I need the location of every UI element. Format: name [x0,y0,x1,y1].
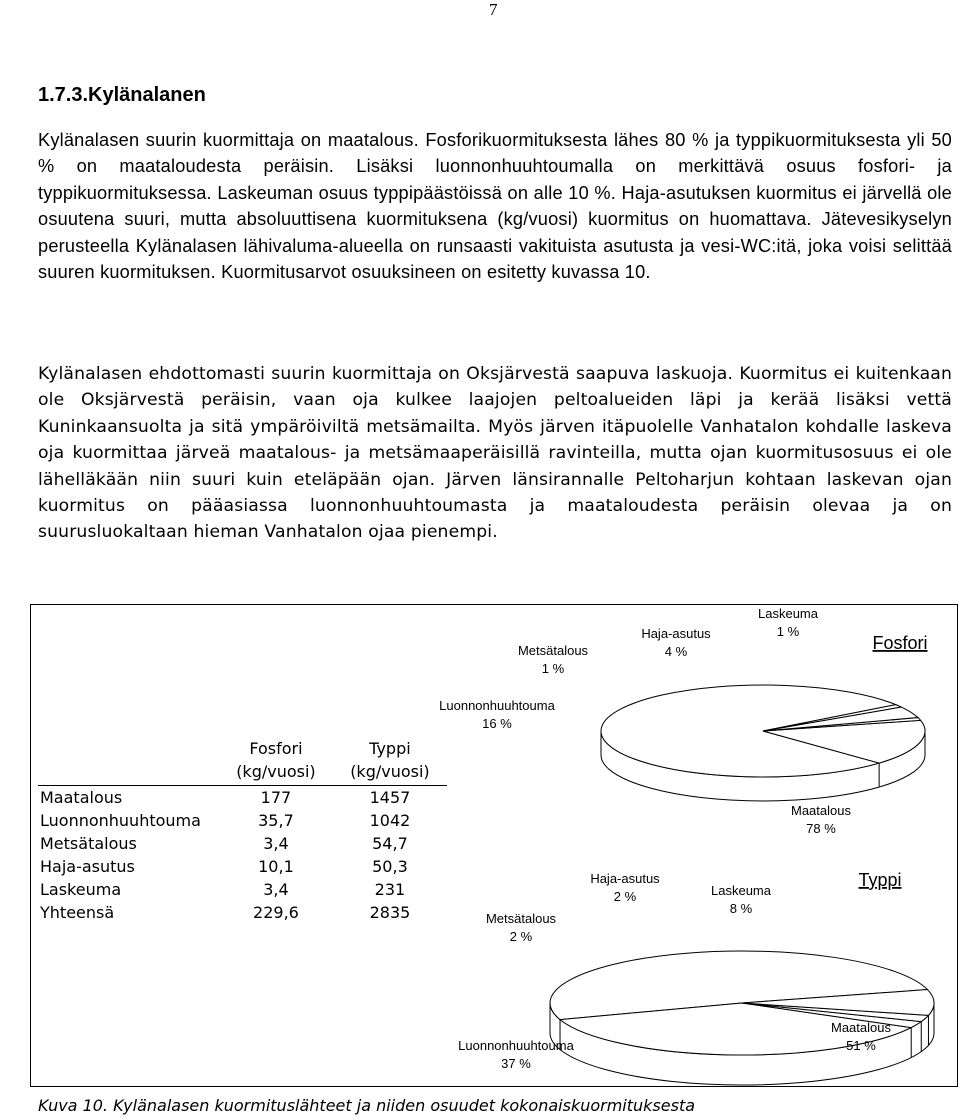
header-phosphorus-unit: (kg/vuosi) [219,762,333,786]
row-nitrogen: 50,3 [372,857,408,876]
row-nitrogen: 1457 [369,788,411,807]
row-name: Maatalous [40,788,123,807]
fosfori-pie-title: Fosfori [872,633,928,653]
pie-charts [31,605,957,1086]
row-name: Yhteensä [40,903,115,922]
nitrogen-pie [458,870,934,1085]
page-number: 7 [489,0,498,19]
row-nitrogen: 1042 [369,811,411,830]
row-nitrogen: 2835 [369,903,411,922]
pie-label-maatalous: Maatalous 78 % [791,803,851,836]
row-phosphorus: 229,6 [253,903,299,922]
paragraph-2: Kylänalasen ehdottomasti suurin kuormittaja on Oksjärvestä saapuva laskuoja. Kuormitus ei kuitenkaan ole Oksjärvestä peräisin, vaan oja kulkee laajojen peltoalueiden läpi ja kerää lisäksi vettä Kuninkaansuolta ja sitä ympäröiviltä metsämailta. Myös järven itäpuolelle Vanhatalon kohdalle laskeva oja kuormittaa järveä maatalous- ja metsämaaperäisillä ravinteilla, mutta ojan kuormitusosuus ei ole lähelläkään niin suuri kuin eteläpään ojan. Järven länsirannalle Peltoharjun kohtaan laskevan ojan kuormitus on pääasiassa luonnonhuuhtoumasta ja maataloudesta peräisin olevaa ja on suurusluokaltaan hieman Vanhatalon ojaa pienempi. [38,364,952,543]
pie-label-metsätalous: Metsätalous 2 % [485,911,557,944]
row-name: Metsätalous [40,834,137,853]
header-nitrogen-unit: (kg/vuosi) [333,762,447,786]
typpi-pie-title: Typpi [858,870,902,890]
section-heading: 1.7.3.Kylänalanen [38,84,206,106]
pie-label-haja-asutus: Haja-asutus 4 % [641,626,711,659]
pie-label-luonnonhuuhtouma: Luonnonhuuhtouma 37 % [458,1038,574,1071]
pie-label-luonnonhuuhtouma: Luonnonhuuhtouma 16 % [439,698,555,731]
pie-label-laskeuma: Laskeuma 1 % [758,606,818,639]
paragraph-1: Kylänalasen suurin kuormittaja on maatalous. Fosforikuormituksesta lähes 80 % ja typpikuormituksesta yli 50 % on maataloudesta peräisin. Lisäksi luonnonhuuhtoumalla on merkittävä osuus fosfori- ja typpikuormituksessa. Laskeuman osuus typpipäästöissä on alle 10 %. Haja-asutuksen kuormitus ei järvellä ole osuutena suuri, mutta absoluuttisena kuormituksena (kg/vuosi) kuormitus on huomattava. Jätevesikyselyn perusteella Kylänalasen lähivaluma-alueella on runsaasti vakituista asutusta ja vesi-WC:itä, joka voisi selittää suuren kuormituksen. Kuormitusarvot osuuksineen on esitetty kuvassa 10. [38,130,952,283]
row-name: Luonnonhuuhtouma [40,811,201,830]
pie-label-laskeuma: Laskeuma 8 % [711,883,771,916]
row-phosphorus: 177 [260,788,292,807]
header-phosphorus: Fosfori [249,739,303,758]
pie-label-haja-asutus: Haja-asutus 2 % [590,871,660,904]
row-phosphorus: 3,4 [263,834,289,853]
row-nitrogen: 231 [374,880,406,899]
figure-box [30,604,958,1087]
row-phosphorus: 35,7 [258,811,294,830]
pie-label-metsätalous: Metsätalous 1 % [517,643,589,676]
phosphorus-pie [439,606,927,836]
row-phosphorus: 10,1 [258,857,294,876]
row-nitrogen: 54,7 [372,834,408,853]
row-name: Laskeuma [40,880,122,899]
figure-caption: Kuva 10. Kylänalasen kuormituslähteet ja niiden osuudet kokonaiskuormituksesta [38,1096,696,1115]
row-name: Haja-asutus [40,857,135,876]
header-nitrogen: Typpi [369,739,411,758]
pie-label-maatalous: Maatalous 51 % [831,1020,891,1053]
row-phosphorus: 3,4 [263,880,289,899]
